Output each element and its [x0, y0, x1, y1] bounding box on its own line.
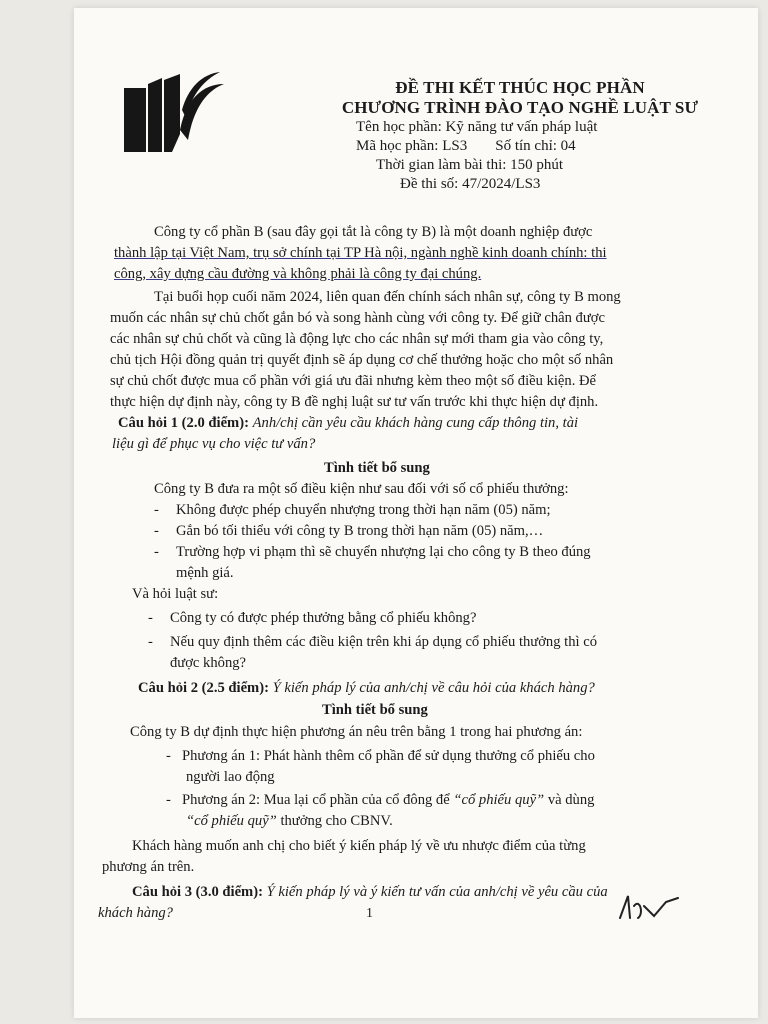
- program-title: CHƯƠNG TRÌNH ĐÀO TẠO NGHỀ LUẬT SƯ: [341, 98, 699, 117]
- intro-line: các nhân sự chủ chốt và cũng là động lực cho các nhân sự mới tham gia vào công ty,: [110, 331, 604, 347]
- intro-line: Tại buổi họp cuối năm 2024, liên quan đến chính sách nhân sự, công ty B mong: [154, 289, 621, 305]
- exam-page: [74, 8, 758, 1018]
- condition-item-cont: mệnh giá.: [176, 565, 234, 581]
- question-2-text: Ý kiến pháp lý của anh/chị về câu hỏi của khách hàng?: [272, 680, 595, 696]
- client-question-cont: được không?: [170, 655, 247, 671]
- question-3-label: Câu hỏi 3 (3.0 điểm):: [132, 884, 263, 900]
- question-3-text-cont: khách hàng?: [98, 905, 173, 921]
- client-question: - Công ty có được phép thưởng bằng cổ phiếu không?: [148, 610, 477, 626]
- course-code-row: [356, 137, 736, 156]
- course-name: Tên học phần: Kỹ năng tư vấn pháp luật: [356, 119, 598, 135]
- intro-line: Công ty cổ phần B (sau đây gọi tắt là công ty B) là một doanh nghiệp được: [154, 224, 593, 240]
- question-1-text: Anh/chị cần yêu cầu khách hàng cung cấp thông tin, tài: [252, 415, 579, 431]
- condition-item: - Gắn bó tối thiểu với công ty B trong thời hạn năm (05) năm,…: [154, 523, 544, 539]
- exam-number: Đề thi số: 47/2024/LS3: [400, 176, 541, 192]
- client-request-cont: phương án trên.: [102, 859, 195, 875]
- supplement-heading: Tình tiết bổ sung: [322, 702, 428, 718]
- intro-line: muốn các nhân sự chủ chốt gắn bó và song hành cùng với công ty. Để giữ chân được: [110, 310, 605, 326]
- intro-line: thực hiện dự định này, công ty B đề nghị luật sư tư vấn trước khi thực hiện dự định.: [110, 394, 599, 410]
- credits: Số tín chỉ: 04: [495, 138, 576, 154]
- question-2: [138, 678, 595, 699]
- condition-item: - Trường hợp vi phạm thì sẽ chuyển nhượng lại cho công ty B theo đúng: [154, 544, 591, 560]
- option-1-cont: người lao động: [186, 769, 275, 785]
- option-2: - Phương án 2: Mua lại cổ phần của cổ đông để “cổ phiếu quỹ” và dùng: [166, 792, 595, 808]
- question-1: [118, 413, 578, 434]
- intro-line: chủ tịch Hội đồng quản trị quyết định sẽ áp dụng cơ chế thưởng hoặc cho một số nhân: [110, 352, 614, 368]
- exam-title: ĐỀ THI KẾT THÚC HỌC PHẦN: [395, 78, 645, 97]
- question-3-text: Ý kiến pháp lý và ý kiến tư vấn của anh/chị về yêu cầu của: [266, 884, 608, 900]
- question-3: [132, 882, 608, 903]
- supplement-intro: Công ty B đưa ra một số điều kiện như sau đối với số cổ phiếu thưởng:: [154, 481, 569, 497]
- intro-line: công, xây dựng cầu đường và không phải là công ty đại chúng.: [114, 266, 482, 282]
- course-code: Mã học phần: LS3: [356, 138, 468, 154]
- supplement-intro: Công ty B dự định thực hiện phương án nêu trên bằng 1 trong hai phương án:: [130, 724, 583, 740]
- institution-logo: [122, 70, 226, 154]
- option-2-cont: “cổ phiếu quỹ” thưởng cho CBNV.: [186, 813, 393, 829]
- question-2-label: Câu hỏi 2 (2.5 điểm):: [138, 680, 269, 696]
- client-request: Khách hàng muốn anh chị cho biết ý kiến pháp lý về ưu nhược điểm của từng: [132, 838, 586, 854]
- supplement-heading: Tình tiết bổ sung: [324, 460, 430, 476]
- option-1: - Phương án 1: Phát hành thêm cổ phần để sử dụng thưởng cổ phiếu cho: [166, 748, 595, 764]
- client-question: - Nếu quy định thêm các điều kiện trên khi áp dụng cổ phiếu thưởng thì có: [148, 634, 597, 650]
- intro-line: thành lập tại Việt Nam, trụ sở chính tại TP Hà nội, ngành nghề kinh doanh chính: thi: [114, 245, 607, 261]
- exam-info: [356, 118, 736, 194]
- page-number: 1: [366, 906, 373, 921]
- signature-mark: [614, 888, 684, 928]
- exam-header: [310, 78, 730, 118]
- ask-lawyer: Và hỏi luật sư:: [132, 586, 219, 602]
- question-1-text-cont: liệu gì để phục vụ cho việc tư vấn?: [112, 436, 316, 452]
- intro-line: sự chủ chốt được mua cổ phần với giá ưu đãi nhưng kèm theo một số điều kiện. Để: [110, 373, 597, 389]
- condition-item: - Không được phép chuyển nhượng trong thời hạn năm (05) năm;: [154, 502, 551, 518]
- duration: Thời gian làm bài thi: 150 phút: [376, 157, 564, 173]
- question-1-label: Câu hỏi 1 (2.0 điểm):: [118, 415, 249, 431]
